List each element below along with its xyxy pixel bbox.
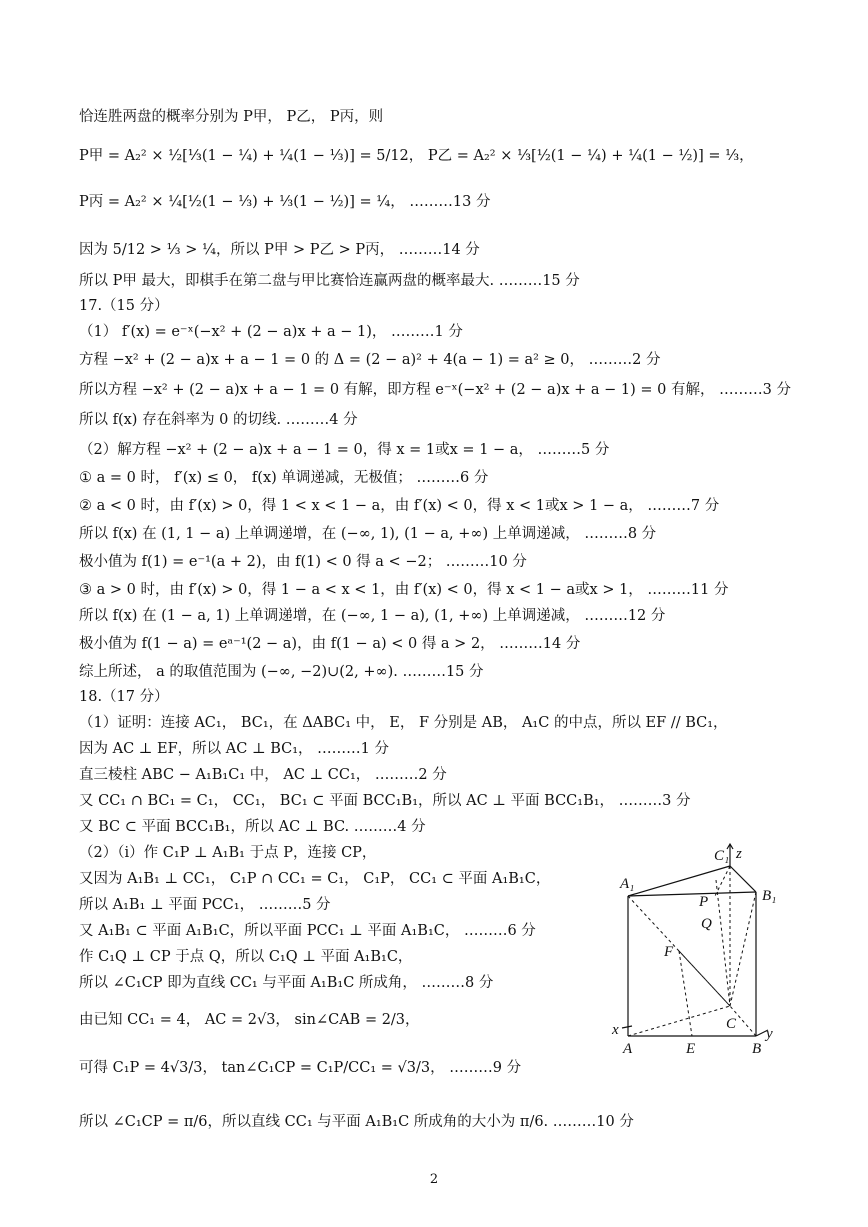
text-line: 又 CC₁ ∩ BC₁ = C₁， CC₁， BC₁ ⊂ 平面 BCC₁B₁，所以 AC ⊥ 平面 BCC₁B₁， ………3 分 bbox=[79, 793, 691, 809]
figure-label: B bbox=[752, 1041, 762, 1057]
text-line: ② a < 0 时，由 f′(x) > 0，得 1 < x < 1 − a，由 f′(x) < 0，得 x < 1或x > 1 − a， ………7 分 bbox=[79, 498, 720, 514]
text-line: 因为 AC ⊥ EF，所以 AC ⊥ BC₁， ………1 分 bbox=[79, 741, 389, 757]
figure-label: C bbox=[726, 1016, 737, 1032]
text-line: P甲 = A₂² × ½[⅓(1 − ¼) + ¼(1 − ⅓)] = 5/12， P乙 = A₂² × ⅓[½(1 − ¼) + ¼(1 − ½)] = ⅓， bbox=[79, 148, 754, 164]
text-line: 所以 ∠C₁CP = π/6，所以直线 CC₁ 与平面 A₁B₁C 所成角的大小为 π/6. ………10 分 bbox=[79, 1114, 634, 1130]
text-line: 所以方程 −x² + (2 − a)x + a − 1 = 0 有解，即方程 e⁻ˣ(−x² + (2 − a)x + a − 1) = 0 有解， ………3 分 bbox=[79, 382, 791, 398]
text-line: 极小值为 f(1) = e⁻¹(a + 2)，由 f(1) < 0 得 a < −2； ………10 分 bbox=[79, 554, 527, 570]
text-line: 所以 f(x) 存在斜率为 0 的切线. ………4 分 bbox=[79, 412, 358, 428]
text-line: 直三棱柱 ABC − A₁B₁C₁ 中， AC ⊥ CC₁， ………2 分 bbox=[79, 767, 447, 783]
figure-label: A₁ bbox=[620, 876, 635, 892]
text-line: 又 A₁B₁ ⊂ 平面 A₁B₁C，所以平面 PCC₁ ⊥ 平面 A₁B₁C， ………6 分 bbox=[79, 923, 536, 939]
text-line: 恰连胜两盘的概率分别为 P甲， P乙， P丙，则 bbox=[79, 109, 384, 125]
text-line: 所以 A₁B₁ ⊥ 平面 PCC₁， ………5 分 bbox=[79, 897, 331, 913]
text-line: 所以 P甲 最大，即棋手在第二盘与甲比赛恰连赢两盘的概率最大. ………15 分 bbox=[79, 273, 580, 289]
text-line: ① a = 0 时， f′(x) ≤ 0， f(x) 单调递减，无极值； ………6 分 bbox=[79, 470, 489, 486]
text-line: P丙 = A₂² × ¼[½(1 − ⅓) + ⅓(1 − ½)] = ¼， ………13 分 bbox=[79, 194, 491, 210]
text-line: 可得 C₁P = 4√3/3， tan∠C₁CP = C₁P/CC₁ = √3/3， ………9 分 bbox=[79, 1060, 522, 1076]
text-line: 又 BC ⊂ 平面 BCC₁B₁，所以 AC ⊥ BC. ………4 分 bbox=[79, 819, 426, 835]
figure-label: B₁ bbox=[762, 888, 777, 904]
text-line: （2）解方程 −x² + (2 − a)x + a − 1 = 0，得 x = 1或x = 1 − a， ………5 分 bbox=[79, 442, 610, 458]
figure-label: P bbox=[699, 894, 709, 910]
section-heading: 17.（15 分） bbox=[79, 298, 169, 314]
prism-figure bbox=[606, 840, 786, 1060]
text-line: 又因为 A₁B₁ ⊥ CC₁， C₁P ∩ CC₁ = C₁， C₁P， CC₁ ⊂ 平面 A₁B₁C， bbox=[79, 871, 551, 887]
text-line: 方程 −x² + (2 − a)x + a − 1 = 0 的 Δ = (2 − a)² + 4(a − 1) = a² ≥ 0， ………2 分 bbox=[79, 352, 661, 368]
text-line: 作 C₁Q ⊥ CP 于点 Q，所以 C₁Q ⊥ 平面 A₁B₁C， bbox=[79, 949, 413, 965]
text-line: 因为 5/12 > ⅓ > ¼，所以 P甲 > P乙 > P丙， ………14 分 bbox=[79, 242, 480, 258]
figure-label: F bbox=[664, 944, 674, 960]
figure-label: x bbox=[612, 1022, 619, 1038]
text-line: （1）证明：连接 AC₁， BC₁，在 ΔABC₁ 中， E， F 分别是 AB， A₁C 的中点，所以 EF // BC₁， bbox=[79, 715, 728, 731]
page-number: 2 bbox=[429, 1172, 439, 1187]
text-line: 所以 f(x) 在 (1, 1 − a) 上单调递增，在 (−∞, 1), (1 − a, +∞) 上单调递减， ………8 分 bbox=[79, 526, 657, 542]
figure-label: z bbox=[736, 846, 742, 862]
text-line: 所以 ∠C₁CP 即为直线 CC₁ 与平面 A₁B₁C 所成角， ………8 分 bbox=[79, 975, 494, 991]
text-line: 极小值为 f(1 − a) = eᵃ⁻¹(2 − a)，由 f(1 − a) < 0 得 a > 2， ………14 分 bbox=[79, 636, 581, 652]
figure-label: C₁ bbox=[714, 848, 730, 864]
text-line: 由已知 CC₁ = 4， AC = 2√3， sin∠CAB = 2/3， bbox=[79, 1012, 420, 1028]
section-heading: 18.（17 分） bbox=[79, 689, 169, 705]
text-line: ③ a > 0 时，由 f′(x) > 0，得 1 − a < x < 1，由 f′(x) < 0，得 x < 1 − a或x > 1， ………11 分 bbox=[79, 582, 729, 598]
figure-label: A bbox=[623, 1041, 633, 1057]
figure-label: Q bbox=[701, 916, 712, 932]
figure-label: E bbox=[686, 1041, 696, 1057]
text-line: （2）（i）作 C₁P ⊥ A₁B₁ 于点 P，连接 CP， bbox=[79, 845, 377, 861]
figure-label: y bbox=[766, 1026, 773, 1042]
text-line: 综上所述， a 的取值范围为 (−∞, −2)∪(2, +∞). ………15 分 bbox=[79, 664, 484, 680]
text-line: （1） f′(x) = e⁻ˣ(−x² + (2 − a)x + a − 1)， ………1 分 bbox=[79, 324, 463, 340]
text-line: 所以 f(x) 在 (1 − a, 1) 上单调递增，在 (−∞, 1 − a), (1, +∞) 上单调递减， ………12 分 bbox=[79, 608, 666, 624]
